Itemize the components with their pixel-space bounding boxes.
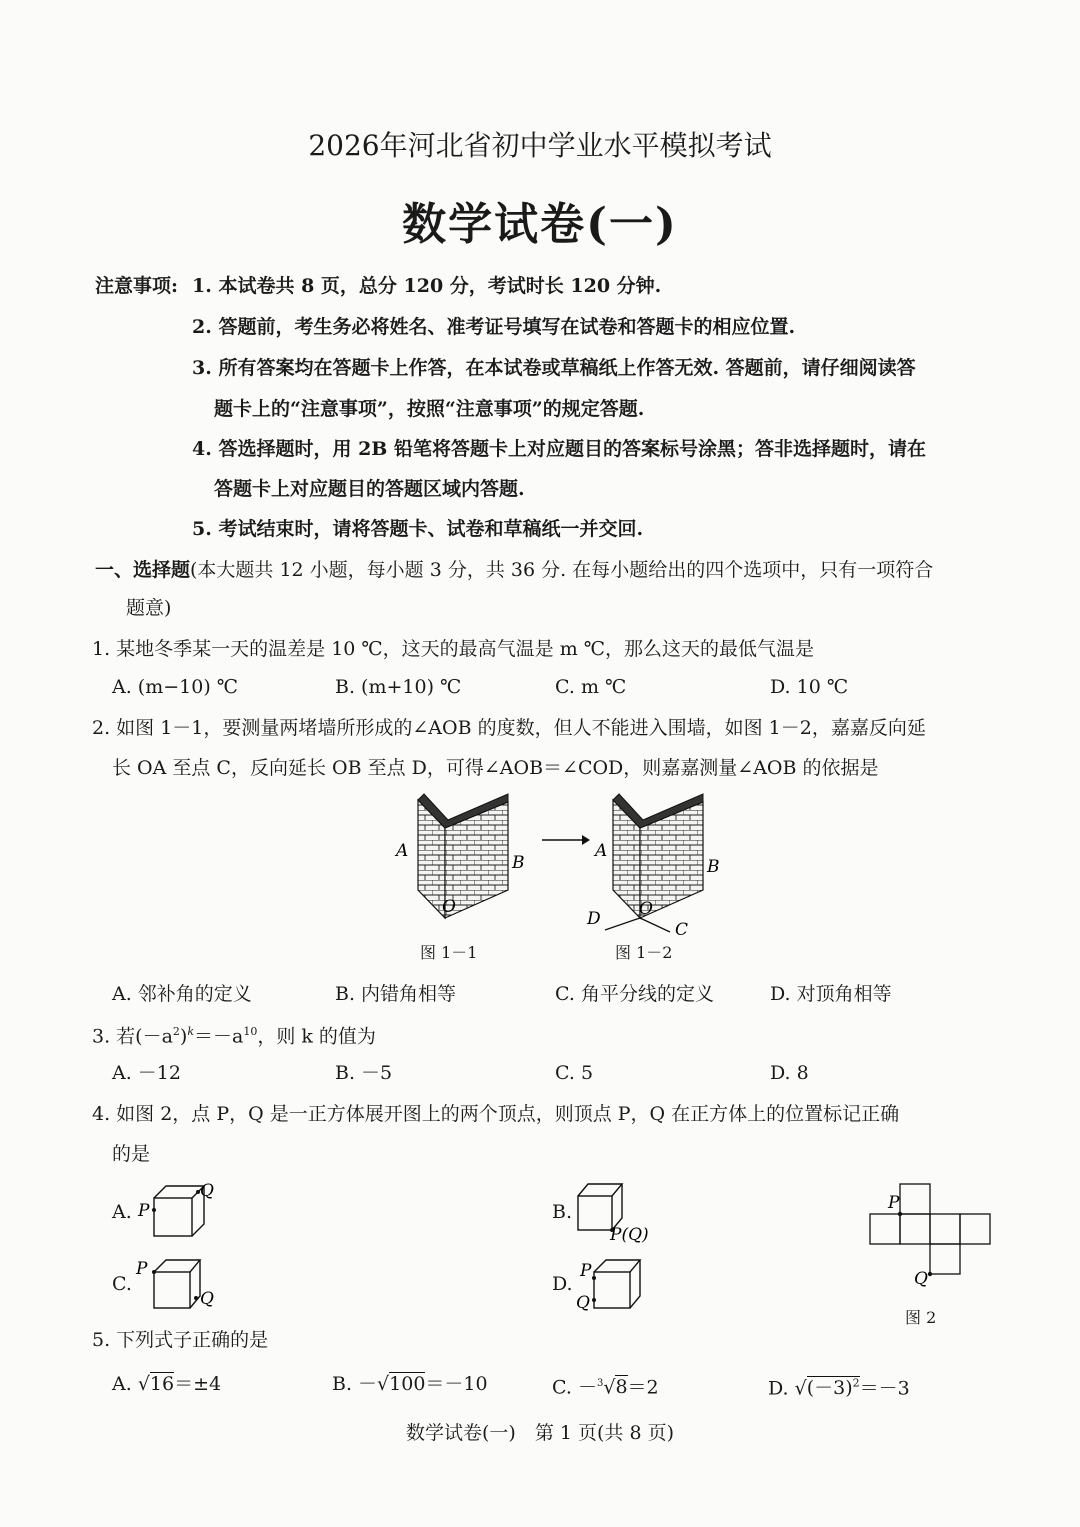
fig1-label-a: A — [396, 841, 409, 861]
q1-stem: 1. 某地冬季某一天的温差是 10 ℃，这天的最高气温是 m ℃，那么这天的最低气温是 — [92, 638, 815, 660]
q3-option-a: A. －12 — [112, 1062, 181, 1084]
q4b-label-pq: P(Q) — [610, 1225, 649, 1245]
section-heading-desc: (本大题共 12 小题，每小题 3 分，共 36 分. 在每小题给出的四个选项中，只有一项符合 — [190, 559, 934, 581]
section-heading — [95, 558, 933, 582]
q5d-prefix: D. — [768, 1377, 795, 1400]
q5a-prefix: A. — [112, 1373, 138, 1395]
q4-option-c-letter: C. — [112, 1273, 132, 1295]
q5a-result: ＝±4 — [174, 1373, 222, 1395]
q5c-result: ＝2 — [627, 1376, 659, 1399]
q3-stem-prefix: 3. 若(－a — [92, 1025, 173, 1048]
q1-option-c: C. m ℃ — [555, 676, 627, 698]
fig2-net-caption: 图 2 — [905, 1308, 937, 1327]
paper-title: 数学试卷(一) — [402, 199, 678, 250]
figure-2-cube-net — [862, 1176, 1002, 1291]
q5c-index: 3 — [596, 1378, 604, 1389]
q4-option-d-letter: D. — [552, 1273, 573, 1295]
q4-option-a-letter: A. — [112, 1201, 132, 1223]
fig1-caption: 图 1－1 — [420, 943, 478, 962]
q5c-radicand: 8 — [615, 1376, 628, 1399]
fig2-label-o: O — [639, 899, 653, 919]
q1-option-b: B. (m+10) ℃ — [335, 676, 462, 698]
arrow-right-icon — [540, 832, 590, 848]
q4c-label-q: Q — [200, 1289, 214, 1309]
q5-option-a — [112, 1372, 221, 1396]
q2-stem-line1: 2. 如图 1－1，要测量两堵墙所形成的∠AOB 的度数，但人不能进入围墙，如图 1－2，嘉嘉反向延 — [92, 717, 926, 739]
q2-option-c: C. 角平分线的定义 — [555, 983, 714, 1005]
q4d-label-q: Q — [576, 1293, 590, 1313]
note-4: 4. 答选择题时，用 2B 铅笔将答题卡上对应题目的答案标号涂黑；答非选择题时，请在 — [192, 438, 926, 460]
figure-1-2 — [585, 790, 745, 945]
q4c-label-p: P — [136, 1259, 148, 1279]
q4-stem-line1: 4. 如图 2，点 P，Q 是一正方体展开图上的两个顶点，则顶点 P，Q 在正方体上的位置标记正确 — [92, 1103, 900, 1125]
note-3: 3. 所有答案均在答题卡上作答，在本试卷或草稿纸上作答无效. 答题前，请仔细阅读答 — [192, 357, 916, 379]
q3-stem-mid: ) — [179, 1025, 188, 1048]
q2-option-a: A. 邻补角的定义 — [112, 983, 252, 1005]
q3-exp-3: 10 — [243, 1025, 258, 1038]
fig2-label-a: A — [595, 841, 608, 861]
q1-option-d: D. 10 ℃ — [770, 676, 849, 698]
note-1: 1. 本试卷共 8 页，总分 120 分，考试时长 120 分钟. — [192, 275, 662, 297]
q5b-result: ＝－10 — [425, 1373, 488, 1395]
note-4-cont: 答题卡上对应题目的答题区域内答题. — [214, 478, 525, 500]
fig2-label-b: B — [707, 857, 720, 877]
exam-title: 2026年河北省初中学业水平模拟考试 — [308, 129, 772, 162]
q3-stem — [92, 1020, 376, 1048]
q5-option-b — [332, 1372, 488, 1396]
q3-option-c: C. 5 — [555, 1062, 594, 1084]
fig2-label-d: D — [587, 909, 601, 929]
q2-option-d: D. 对顶角相等 — [770, 983, 892, 1005]
fig2-label-c: C — [675, 920, 689, 940]
fig1-label-b: B — [512, 853, 525, 873]
q5d-exponent: 2 — [852, 1377, 860, 1390]
note-5: 5. 考试结束时，请将答题卡、试卷和草稿纸一并交回. — [192, 518, 644, 540]
q4a-label-q: Q — [200, 1181, 214, 1201]
q4-stem-line2: 的是 — [112, 1143, 151, 1165]
q3-option-d: D. 8 — [770, 1062, 809, 1084]
q4-option-a-cube — [136, 1180, 226, 1250]
q4-option-b-cube — [574, 1180, 674, 1250]
q3-exp-2: k — [187, 1025, 195, 1038]
q2-stem-line2: 长 OA 至点 C，反向延长 OB 至点 D，可得∠AOB＝∠COD，则嘉嘉测量∠AOB 的依据是 — [112, 757, 879, 779]
q5-option-d — [768, 1372, 910, 1400]
section-heading-title: 一、选择题 — [95, 559, 191, 581]
page-footer: 数学试卷(一) 第 1 页(共 8 页) — [406, 1422, 674, 1444]
q1-option-a: A. (m−10) ℃ — [112, 676, 239, 698]
note-3-cont: 题卡上的“注意事项”，按照“注意事项”的规定答题. — [214, 398, 645, 420]
q5-stem: 5. 下列式子正确的是 — [92, 1329, 269, 1351]
radical-sign-icon: √ — [137, 1373, 150, 1395]
q5-option-c — [552, 1372, 659, 1399]
q5d-radicand: (－3) — [806, 1377, 853, 1400]
q4a-label-p: P — [138, 1201, 150, 1221]
q3-stem-suffix: ，则 k 的值为 — [257, 1025, 376, 1048]
q3-exp-1: 2 — [172, 1025, 180, 1038]
q5c-prefix: C. － — [552, 1376, 597, 1399]
q3-stem-mid2: ＝－a — [194, 1025, 244, 1048]
q4-option-c-cube — [134, 1256, 224, 1316]
fig2-net-label-p: P — [888, 1193, 900, 1213]
q5d-result: ＝－3 — [859, 1377, 910, 1400]
fig2-caption: 图 1－2 — [615, 943, 673, 962]
q4-option-d-cube — [574, 1256, 664, 1316]
fig2-net-label-q: Q — [914, 1269, 928, 1289]
radical-sign-icon: √ — [603, 1376, 616, 1399]
q5b-radicand: 100 — [389, 1373, 426, 1395]
radical-sign-icon: √ — [794, 1377, 807, 1400]
note-2: 2. 答题前，考生务必将姓名、准考证号填写在试卷和答题卡的相应位置. — [192, 316, 796, 338]
notes-label: 注意事项: — [95, 275, 179, 297]
radical-sign-icon: √ — [377, 1373, 390, 1395]
q3-option-b: B. －5 — [335, 1062, 393, 1084]
fig1-label-o: O — [442, 897, 456, 917]
q2-option-b: B. 内错角相等 — [335, 983, 457, 1005]
section-heading-desc-cont: 题意) — [126, 597, 172, 619]
q5b-prefix: B. － — [332, 1373, 378, 1395]
q5a-radicand: 16 — [149, 1373, 175, 1395]
figure-1-1 — [390, 790, 540, 930]
q4d-label-p: P — [580, 1261, 592, 1281]
q4-option-b-letter: B. — [552, 1201, 573, 1223]
